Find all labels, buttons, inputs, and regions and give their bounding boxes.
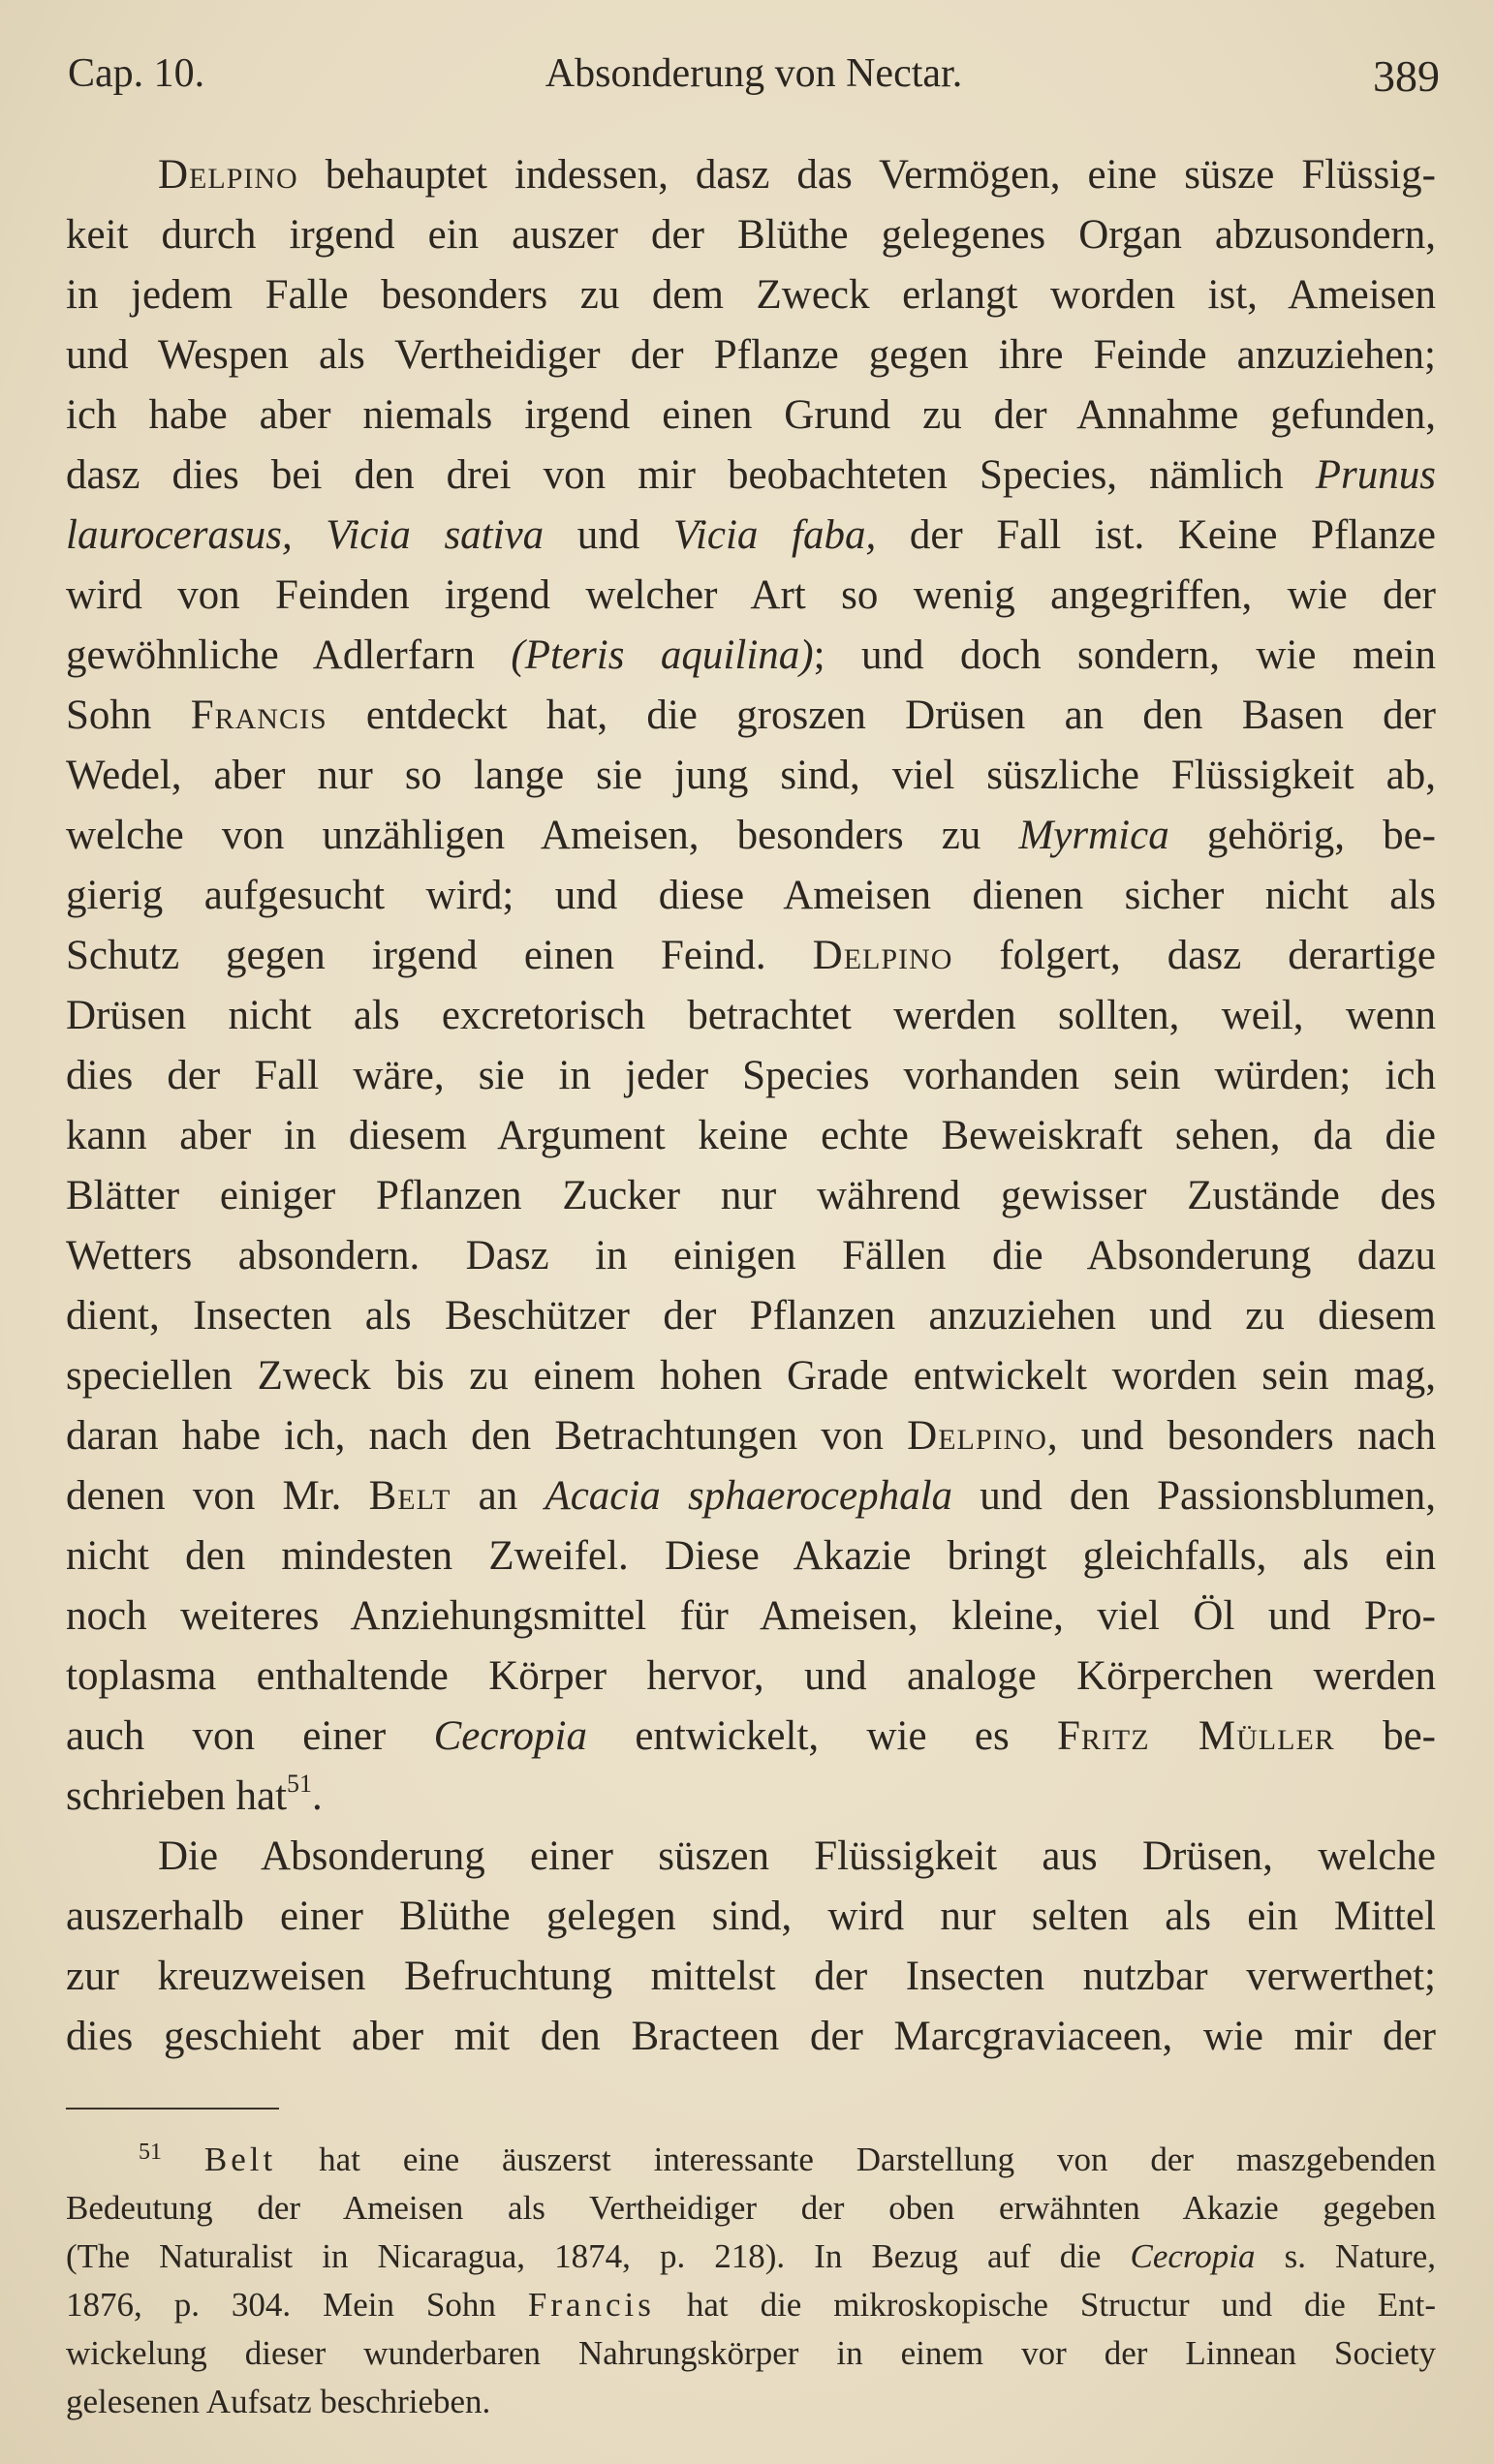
text-line: Drüsen nicht als excretorisch betrachtet werden sollten, weil, wenn	[66, 993, 1436, 1038]
text-span: entdeckt hat, die groszen Drüsen an den Basen der	[327, 693, 1436, 738]
text-span: daran habe ich, nach den Betrachtungen von	[66, 1413, 908, 1459]
text-line: Wetters absondern. Dasz in einigen Fällen die Absonderung dazu	[66, 1233, 1436, 1278]
species-name: Myrmica	[1018, 813, 1169, 858]
author-name: Delpino	[907, 1413, 1047, 1459]
running-title: Absonderung von Nectar.	[545, 51, 963, 96]
text-span: gewöhnliche Adlerfarn	[66, 632, 512, 678]
text-span: und	[544, 512, 673, 558]
text-span: 1876, p. 304. Mein Sohn	[66, 2286, 528, 2324]
text-line	[66, 1707, 1436, 1767]
main-text	[66, 145, 1436, 2067]
species-name: Prunus	[1315, 452, 1436, 498]
text-line	[66, 686, 1436, 746]
text-span: entwickelt, wie es	[587, 1713, 1058, 1759]
genus-name: Cecropia	[1130, 2237, 1256, 2275]
person-name: Belt	[203, 2141, 277, 2178]
text-span: .	[312, 1773, 323, 1819]
text-line: nicht den mindesten Zweifel. Diese Akazie bringt gleichfalls, als ein	[66, 1533, 1436, 1579]
author-name: Delpino	[812, 933, 953, 978]
text-line: noch weiteres Anziehungsmittel für Ameisen, kleine, viel Öl und Pro-	[66, 1593, 1436, 1639]
person-name: Francis	[190, 693, 327, 738]
author-name: Delpino	[158, 152, 298, 198]
footnote-line	[66, 2281, 1436, 2329]
species-name: Acacia sphaerocephala	[545, 1473, 953, 1519]
text-span: gehörig, be-	[1168, 813, 1436, 858]
text-line: dient, Insecten als Beschützer der Pflanzen anzuziehen und zu diesem	[66, 1293, 1436, 1339]
text-line: ich habe aber niemals irgend einen Grund zu der Annahme gefunden,	[66, 392, 1436, 438]
text-line: Blätter einiger Pflanzen Zucker nur während gewisser Zustände des	[66, 1173, 1436, 1218]
footnote-reference: 51	[287, 1770, 313, 1798]
text-line: in jedem Falle besonders zu dem Zweck erlangt worden ist, Ameisen	[66, 272, 1436, 318]
text-span: auch von einer	[66, 1713, 434, 1759]
text-line	[66, 446, 1436, 506]
running-header	[68, 50, 1440, 108]
species-name: Vicia faba,	[672, 512, 877, 558]
text-line: kann aber in diesem Argument keine echte Beweiskraft sehen, da die	[66, 1113, 1436, 1158]
text-line: zur kreuzweisen Befruchtung mittelst der Insecten nutzbar verwerthet;	[66, 1954, 1436, 1999]
text-span: denen von Mr.	[66, 1473, 369, 1519]
text-span: hat die mikroskopische Structur und die Ent-	[654, 2286, 1436, 2324]
text-line	[66, 1767, 1436, 1827]
text-line: toplasma enthaltende Körper hervor, und analoge Körperchen werden	[66, 1653, 1436, 1699]
text-line	[66, 145, 1436, 205]
species-name: (Pteris aquilina)	[511, 632, 814, 678]
text-line	[66, 626, 1436, 686]
chapter-label: Cap. 10.	[68, 51, 205, 96]
text-span: s. Nature,	[1255, 2237, 1436, 2275]
text-span: und den Passionsblumen,	[952, 1473, 1436, 1519]
person-name: Belt	[368, 1473, 451, 1519]
text-span: Schutz gegen irgend einen Feind.	[66, 933, 813, 978]
text-span: der Fall ist. Keine Pflanze	[876, 512, 1436, 558]
person-name: Francis	[527, 2286, 655, 2324]
text-span: behauptet indessen, dasz das Vermögen, eine süsze Flüssig-	[297, 152, 1436, 198]
footnote-line: Bedeutung der Ameisen als Vertheidiger der oben erwähnten Akazie gegeben	[66, 2189, 1436, 2227]
footnote-line	[66, 2136, 1436, 2184]
text-line: Die Absonderung einer süszen Flüssigkeit aus Drüsen, welche	[158, 1833, 1436, 1879]
text-span: welche von unzähligen Ameisen, besonders zu	[66, 813, 1019, 858]
text-line: dies der Fall wäre, sie in jeder Species vorhanden sein würden; ich	[66, 1053, 1436, 1098]
text-line	[66, 806, 1436, 866]
text-line: Wedel, aber nur so lange sie jung sind, viel süszliche Flüssigkeit ab,	[66, 753, 1436, 798]
text-line: gierig aufgesucht wird; und diese Ameisen dienen sicher nicht als	[66, 873, 1436, 918]
text-line	[66, 926, 1436, 986]
person-name: Fritz Müller	[1057, 1713, 1335, 1759]
text-span: hat eine äuszerst interessante Darstellung von der maszgebenden	[276, 2141, 1436, 2178]
text-line	[66, 506, 1436, 566]
text-line	[66, 1466, 1436, 1526]
text-span: schrieben hat	[66, 1773, 288, 1819]
page-number: 389	[1373, 51, 1440, 101]
footnote-divider	[66, 2108, 279, 2110]
footnote-number: 51	[139, 2140, 162, 2165]
text-span: folgert, dasz derartige	[952, 933, 1436, 978]
text-span: be-	[1334, 1713, 1436, 1759]
text-span: , und besonders nach	[1046, 1413, 1436, 1459]
genus-name: Cecropia	[433, 1713, 587, 1759]
text-span: ; und doch sondern, wie mein	[813, 632, 1436, 678]
text-line: keit durch irgend ein auszer der Blüthe gelegenes Organ abzusondern,	[66, 212, 1436, 258]
text-line: wird von Feinden irgend welcher Art so wenig angegriffen, wie der	[66, 572, 1436, 618]
text-span: an	[451, 1473, 545, 1519]
footnote-line	[66, 2233, 1436, 2281]
text-span: (The Naturalist in Nicaragua, 1874, p. 218). In Bezug auf die	[66, 2237, 1131, 2275]
footnote-block	[66, 2136, 1436, 2426]
footnote-line: wickelung dieser wunderbaren Nahrungskörper in einem vor der Linnean Society	[66, 2334, 1436, 2372]
text-line: speciellen Zweck bis zu einem hohen Grade entwickelt worden sein mag,	[66, 1353, 1436, 1399]
text-line: auszerhalb einer Blüthe gelegen sind, wird nur selten als ein Mittel	[66, 1894, 1436, 1939]
text-span: dasz dies bei den drei von mir beobachteten Species, nämlich	[66, 452, 1316, 498]
text-line: dies geschieht aber mit den Bracteen der Marcgraviaceen, wie mir der	[66, 2014, 1436, 2059]
text-line: und Wespen als Vertheidiger der Pflanze gegen ihre Feinde anzuziehen;	[66, 332, 1436, 378]
text-span: Sohn	[66, 693, 191, 738]
species-name: laurocerasus, Vicia sativa	[66, 512, 545, 558]
footnote-line: gelesenen Aufsatz beschrieben.	[66, 2383, 491, 2420]
text-line	[66, 1406, 1436, 1466]
